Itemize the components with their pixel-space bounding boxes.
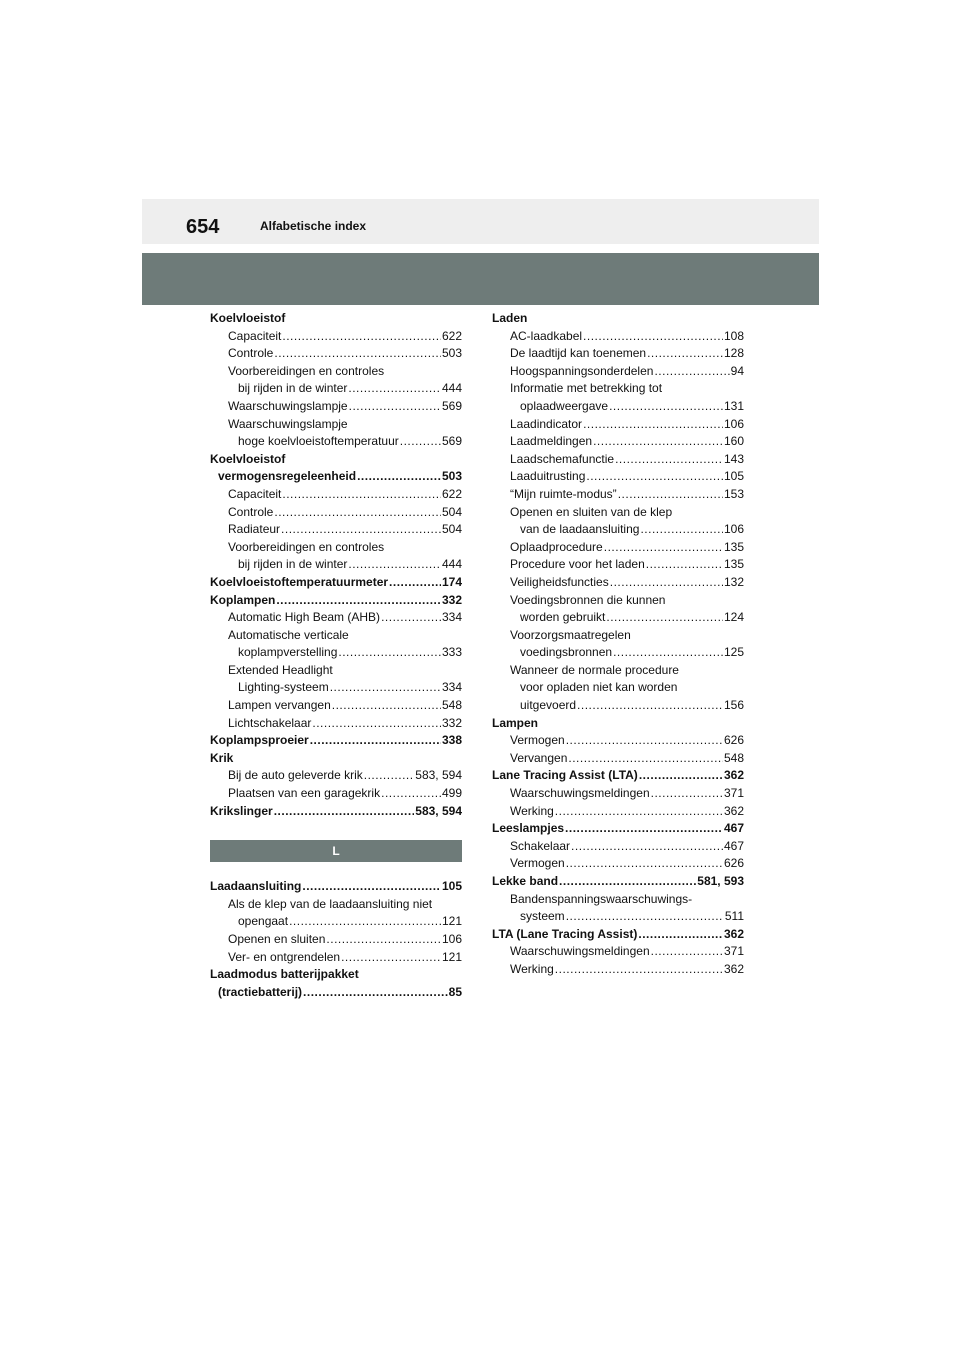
index-entry xyxy=(492,328,744,346)
index-entry xyxy=(492,609,744,627)
index-block-l-cont xyxy=(492,310,744,979)
page-reference: 132 xyxy=(723,574,744,589)
page-reference: 371 xyxy=(723,944,744,959)
index-entry xyxy=(210,468,462,486)
page-reference: 583, 594 xyxy=(415,803,462,818)
index-term: Vermogen xyxy=(510,733,565,748)
index-term: bij rijden in de winter xyxy=(238,381,348,396)
dot-leader xyxy=(282,328,441,346)
dot-leader xyxy=(651,785,723,803)
index-entry xyxy=(492,820,744,838)
page-reference: 108 xyxy=(723,328,744,343)
page-reference: 362 xyxy=(723,961,744,976)
index-entry xyxy=(492,891,744,909)
page-reference: 160 xyxy=(723,434,744,449)
dot-leader xyxy=(348,556,441,574)
index-term: opengaat xyxy=(238,914,289,929)
dot-leader xyxy=(274,803,415,821)
index-entry xyxy=(210,486,462,504)
page-reference: 334 xyxy=(441,680,462,695)
dot-leader xyxy=(586,468,723,486)
index-entry xyxy=(492,750,744,768)
page-reference: 467 xyxy=(723,821,744,836)
dot-leader xyxy=(568,750,723,768)
index-term: Lichtschakelaar xyxy=(228,715,312,730)
page-reference: 362 xyxy=(723,768,744,783)
dot-leader xyxy=(618,486,723,504)
page-reference: 131 xyxy=(723,398,744,413)
page-reference: 504 xyxy=(441,522,462,537)
index-term: Als de klep van de laadaansluiting niet xyxy=(228,896,433,911)
index-column-left xyxy=(210,310,462,1001)
index-entry xyxy=(492,504,744,522)
index-entry xyxy=(210,767,462,785)
dot-leader xyxy=(555,803,723,821)
index-entry xyxy=(492,521,744,539)
header-band xyxy=(142,253,819,305)
index-entry xyxy=(492,416,744,434)
index-term: systeem xyxy=(520,909,565,924)
index-entry xyxy=(492,539,744,557)
index-term: voor opladen niet kan worden xyxy=(520,680,678,695)
dot-leader xyxy=(647,345,723,363)
dot-leader xyxy=(381,785,441,803)
index-entry xyxy=(210,878,462,896)
dot-leader xyxy=(381,609,441,627)
index-term: De laadtijd kan toenemen xyxy=(510,346,647,361)
index-entry xyxy=(210,451,462,469)
index-entry xyxy=(492,662,744,680)
index-column-right xyxy=(492,310,744,979)
dot-leader xyxy=(341,949,441,967)
dot-leader xyxy=(357,468,441,486)
dot-leader xyxy=(638,926,723,944)
index-entry xyxy=(492,363,744,381)
index-entry xyxy=(492,855,744,873)
page-number: 654 xyxy=(186,216,220,238)
index-term: Bij de auto geleverde krik xyxy=(228,768,363,783)
index-entry xyxy=(492,451,744,469)
index-entry xyxy=(492,838,744,856)
index-term: AC-laadkabel xyxy=(510,328,583,343)
dot-leader xyxy=(613,644,723,662)
dot-leader xyxy=(565,820,723,838)
section-title: Alfabetische index xyxy=(260,219,367,233)
index-term: Krik xyxy=(210,750,234,765)
index-term: Koelvloeistof xyxy=(210,311,286,325)
page-reference: 121 xyxy=(441,914,462,929)
dot-leader xyxy=(577,697,723,715)
index-entry xyxy=(210,556,462,574)
index-entry xyxy=(210,627,462,645)
page-reference: 583, 594 xyxy=(415,768,462,783)
index-entry xyxy=(210,504,462,522)
index-term: Werking xyxy=(510,961,554,976)
index-entry xyxy=(492,433,744,451)
index-entry xyxy=(492,468,744,486)
index-entry xyxy=(210,310,462,328)
page-reference: 622 xyxy=(441,486,462,501)
index-term: Lampen xyxy=(492,715,539,730)
page-reference: 85 xyxy=(448,984,462,999)
index-term: Krikslinger xyxy=(210,803,273,818)
index-term: Lane Tracing Assist (LTA) xyxy=(492,768,638,783)
index-entry xyxy=(210,966,462,984)
index-term: Capaciteit xyxy=(228,486,282,501)
index-term: Koplampen xyxy=(210,592,276,607)
page-reference: 143 xyxy=(723,451,744,466)
dot-leader xyxy=(348,380,441,398)
index-term: Extended Headlight xyxy=(228,662,333,677)
dot-leader xyxy=(606,609,723,627)
index-term: Laadmodus batterijpakket xyxy=(210,967,359,982)
page-reference: 444 xyxy=(441,381,462,396)
index-term: Automatic High Beam (AHB) xyxy=(228,610,381,625)
dot-leader xyxy=(566,855,723,873)
page-header xyxy=(142,199,819,244)
index-term: Laadaansluiting xyxy=(210,879,302,894)
index-term: Bandenspanningswaarschuwings- xyxy=(510,891,693,906)
index-term: worden gebruikt xyxy=(520,610,606,625)
index-entry xyxy=(492,873,744,891)
index-term: Waarschuwingsmeldingen xyxy=(510,786,650,801)
index-term: uitgevoerd xyxy=(520,698,577,713)
index-term: Lekke band xyxy=(492,874,559,888)
index-term: Voorbereidingen en controles xyxy=(228,539,385,554)
page-reference: 156 xyxy=(723,698,744,713)
page-reference: 467 xyxy=(723,838,744,853)
index-entry xyxy=(492,908,744,926)
index-entry xyxy=(492,926,744,944)
index-term: Werking xyxy=(510,803,554,818)
index-term: Vermogen xyxy=(510,856,565,871)
index-term: Controle xyxy=(228,346,274,361)
index-term: Laaduitrusting xyxy=(510,469,586,484)
index-term: van de laadaansluiting xyxy=(520,522,640,537)
index-term: Koelvloeistoftemperatuurmeter xyxy=(210,574,389,589)
index-entry xyxy=(210,539,462,557)
index-term: koplampverstelling xyxy=(238,645,338,660)
dot-leader xyxy=(559,873,696,891)
index-entry xyxy=(492,679,744,697)
index-entry xyxy=(210,679,462,697)
index-entry xyxy=(492,310,744,328)
index-term: Voorzorgsmaatregelen xyxy=(510,627,631,642)
page-reference: 362 xyxy=(723,803,744,818)
dot-leader xyxy=(593,433,723,451)
dot-leader xyxy=(274,504,441,522)
index-entry xyxy=(492,715,744,733)
letter-heading: L xyxy=(210,840,462,862)
dot-leader xyxy=(583,416,723,434)
page-reference: 332 xyxy=(441,592,462,607)
page-reference: 128 xyxy=(723,346,744,361)
dot-leader xyxy=(310,732,441,750)
index-term: Controle xyxy=(228,504,274,519)
index-term: Hoogspanningsonderdelen xyxy=(510,363,654,378)
dot-leader xyxy=(571,838,723,856)
index-term: Ver- en ontgrendelen xyxy=(228,949,341,964)
page-reference: 503 xyxy=(441,469,462,484)
page-reference: 94 xyxy=(730,363,744,378)
dot-leader xyxy=(400,433,441,451)
index-entry xyxy=(210,913,462,931)
index-term: Waarschuwingslampje xyxy=(228,416,348,431)
index-term: vermogensregeleenheid xyxy=(218,469,357,484)
index-term: Wanneer de normale procedure xyxy=(510,662,679,677)
index-entry xyxy=(210,345,462,363)
index-entry xyxy=(210,644,462,662)
page-reference: 106 xyxy=(723,522,744,537)
index-entry xyxy=(492,785,744,803)
index-entry xyxy=(492,574,744,592)
index-entry xyxy=(210,380,462,398)
dot-leader xyxy=(338,644,441,662)
dot-leader xyxy=(281,521,441,539)
index-term: Openen en sluiten xyxy=(228,932,326,946)
dot-leader xyxy=(312,715,441,733)
index-term: Leeslampjes xyxy=(492,821,565,836)
index-term: oplaadweergave xyxy=(520,398,609,413)
dot-leader xyxy=(349,398,441,416)
page-reference: 548 xyxy=(723,750,744,765)
page-reference: 105 xyxy=(723,469,744,484)
index-entry xyxy=(210,609,462,627)
index-term: Plaatsen van een garagekrik xyxy=(228,786,381,801)
page-reference: 622 xyxy=(441,328,462,343)
page-reference: 106 xyxy=(441,932,462,946)
index-term: Koelvloeistof xyxy=(210,451,286,466)
index-entry xyxy=(210,433,462,451)
dot-leader xyxy=(639,767,723,785)
dot-leader xyxy=(364,767,415,785)
index-entry xyxy=(210,416,462,434)
dot-leader xyxy=(646,556,723,574)
index-entry xyxy=(210,574,462,592)
dot-leader xyxy=(566,732,723,750)
index-term: Voedingsbronnen die kunnen xyxy=(510,592,666,607)
dot-leader xyxy=(640,521,723,539)
page-reference: 125 xyxy=(723,645,744,660)
index-term: Laadindicator xyxy=(510,416,583,431)
dot-leader xyxy=(555,961,723,979)
index-term: Laden xyxy=(492,311,528,325)
index-entry xyxy=(492,803,744,821)
page-reference: 504 xyxy=(441,504,462,519)
index-term: (tractiebatterij) xyxy=(218,984,303,999)
index-term: Koplampsproeier xyxy=(210,733,309,748)
page-reference: 121 xyxy=(441,949,462,964)
page-reference: 174 xyxy=(441,574,462,589)
index-entry xyxy=(210,521,462,539)
index-term: Veiligheidsfuncties xyxy=(510,574,609,589)
index-entry xyxy=(210,732,462,750)
dot-leader xyxy=(282,486,441,504)
page-reference: 135 xyxy=(723,539,744,554)
page-reference: 371 xyxy=(723,786,744,801)
index-term: Oplaadprocedure xyxy=(510,539,603,554)
index-entry xyxy=(492,345,744,363)
index-entry xyxy=(492,697,744,715)
page-reference: 124 xyxy=(723,610,744,625)
index-term: Waarschuwingsmeldingen xyxy=(510,944,650,959)
page-reference: 338 xyxy=(441,733,462,748)
dot-leader xyxy=(651,943,723,961)
index-entry xyxy=(492,556,744,574)
index-term: Informatie met betrekking tot xyxy=(510,381,663,396)
index-entry xyxy=(210,750,462,768)
index-entry xyxy=(492,486,744,504)
index-term: Waarschuwingslampje xyxy=(228,398,348,413)
page-reference: 135 xyxy=(723,557,744,572)
index-entry xyxy=(210,803,462,821)
page-reference: 499 xyxy=(441,786,462,801)
dot-leader xyxy=(276,592,441,610)
index-term: Lighting-systeem xyxy=(238,680,329,695)
dot-leader xyxy=(609,398,723,416)
page-reference: 444 xyxy=(441,557,462,572)
dot-leader xyxy=(654,363,729,381)
index-entry xyxy=(492,592,744,610)
index-entry xyxy=(210,592,462,610)
dot-leader xyxy=(615,451,723,469)
page-reference: 626 xyxy=(723,856,744,871)
index-entry xyxy=(210,398,462,416)
index-entry xyxy=(492,644,744,662)
page-reference: 332 xyxy=(441,715,462,730)
page-reference: 581, 593 xyxy=(697,874,744,888)
dot-leader xyxy=(389,574,441,592)
index-term: Laadmeldingen xyxy=(510,434,593,449)
page-reference: 511 xyxy=(724,909,744,924)
index-block-k xyxy=(210,310,462,820)
index-term: Openen en sluiten van de klep xyxy=(510,504,673,519)
index-term: Capaciteit xyxy=(228,328,282,343)
index-entry xyxy=(210,328,462,346)
index-entry xyxy=(210,662,462,680)
page-reference: 548 xyxy=(441,698,462,713)
dot-leader xyxy=(289,913,441,931)
index-entry xyxy=(210,715,462,733)
index-entry xyxy=(210,697,462,715)
index-entry xyxy=(492,398,744,416)
index-entry xyxy=(492,627,744,645)
index-entry xyxy=(210,931,462,949)
index-entry xyxy=(210,363,462,381)
page-reference: 503 xyxy=(441,346,462,361)
dot-leader xyxy=(274,345,441,363)
page-reference: 333 xyxy=(441,645,462,660)
page-reference: 626 xyxy=(723,733,744,748)
dot-leader xyxy=(302,878,441,896)
index-term: LTA (Lane Tracing Assist) xyxy=(492,926,638,941)
dot-leader xyxy=(610,574,723,592)
index-entry xyxy=(492,943,744,961)
dot-leader xyxy=(326,931,441,949)
index-entry xyxy=(492,767,744,785)
index-entry xyxy=(210,785,462,803)
page-reference: 334 xyxy=(441,610,462,625)
index-term: Voorbereidingen en controles xyxy=(228,363,385,378)
index-term: Lampen vervangen xyxy=(228,698,331,713)
index-term: “Mijn ruimte-modus” xyxy=(510,486,617,501)
dot-leader xyxy=(604,539,723,557)
index-term: Radiateur xyxy=(228,522,281,537)
page-reference: 105 xyxy=(441,879,462,894)
index-term: bij rijden in de winter xyxy=(238,557,348,572)
dot-leader xyxy=(303,984,448,1002)
index-block-l xyxy=(210,878,462,1001)
index-term: voedingsbronnen xyxy=(520,645,613,660)
index-term: Laadschemafunctie xyxy=(510,451,615,466)
page-reference: 153 xyxy=(723,486,744,501)
index-entry xyxy=(492,732,744,750)
index-term: Schakelaar xyxy=(510,838,571,853)
dot-leader xyxy=(332,697,441,715)
dot-leader xyxy=(330,679,441,697)
index-entry xyxy=(492,961,744,979)
page-reference: 106 xyxy=(723,416,744,431)
index-entry xyxy=(492,380,744,398)
index-term: Procedure voor het laden xyxy=(510,557,645,572)
index-term: hoge koelvloeistoftemperatuur xyxy=(238,434,399,449)
dot-leader xyxy=(583,328,723,346)
dot-leader xyxy=(566,908,724,926)
index-term: Automatische verticale xyxy=(228,627,349,642)
index-entry xyxy=(210,896,462,914)
page-reference: 569 xyxy=(441,434,462,449)
page-reference: 569 xyxy=(441,398,462,413)
index-entry xyxy=(210,949,462,967)
page-reference: 362 xyxy=(723,926,744,941)
index-entry xyxy=(210,984,462,1002)
index-term: Vervangen xyxy=(510,750,568,765)
